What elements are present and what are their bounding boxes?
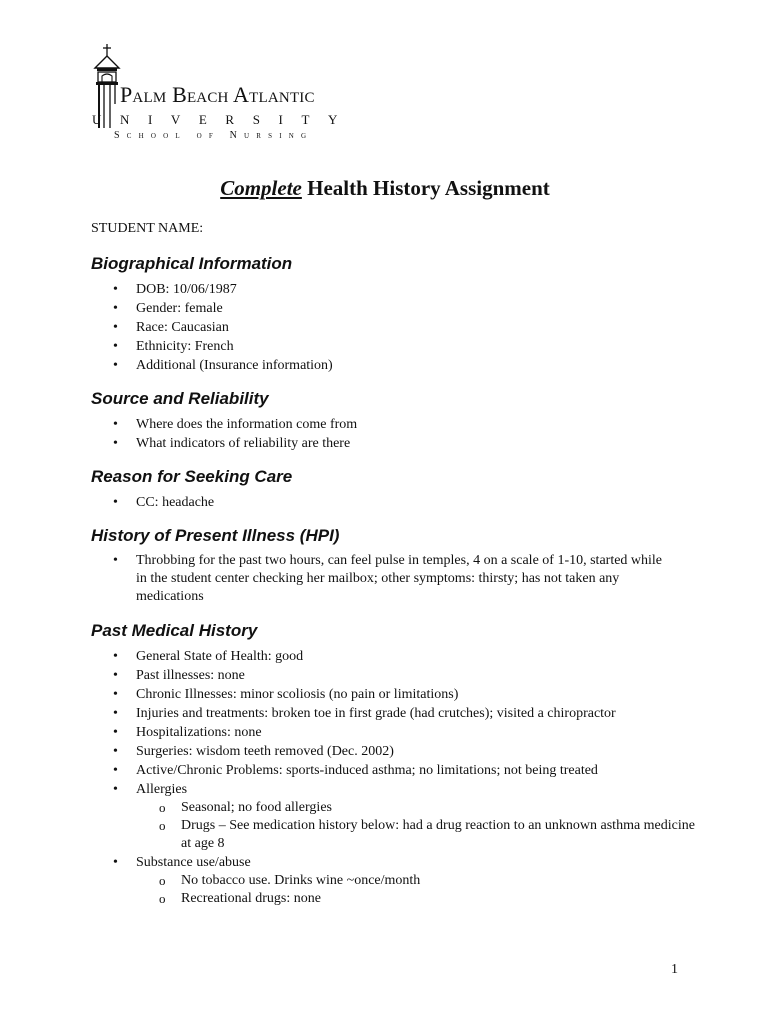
source-list	[0, 415, 676, 453]
list-item: • Past illnesses: none	[0, 666, 676, 685]
list-item: • Ethnicity: French	[0, 337, 676, 356]
hpi-list	[0, 552, 676, 606]
page-title	[0, 176, 770, 201]
pmh-list	[0, 647, 695, 908]
allergies-label: Allergies	[136, 782, 188, 797]
list-item: • Active/Chronic Problems: sports-induced asthma; no limitations; not being treated	[0, 761, 676, 780]
substance-sublist	[0, 872, 676, 908]
biographical-list	[0, 280, 676, 375]
list-item: • What indicators of reliability are there	[0, 434, 676, 453]
list-item: • CC: headache	[0, 493, 676, 512]
allergies-sublist	[0, 799, 695, 853]
list-item-allergies	[0, 780, 695, 853]
student-name-label: STUDENT NAME:	[91, 221, 204, 236]
sub-list-item: o Seasonal; no food allergies	[136, 799, 701, 817]
section-heading-biographical: Biographical Information	[91, 254, 293, 273]
page-number: 1	[671, 962, 678, 977]
list-item: • Throbbing for the past two hours, can feel pulse in temples, 4 on a scale of 1-10, started while in the student center checking her mailbox; other symptoms: thirsty; has not taken any medications	[0, 552, 676, 606]
list-item-substance	[0, 853, 676, 908]
list-item: • Additional (Insurance information)	[0, 356, 676, 375]
list-item: • General State of Health: good	[0, 647, 676, 666]
sub-list-item: o Recreational drugs: none	[136, 890, 701, 908]
list-item: • Injuries and treatments: broken toe in first grade (had crutches); visited a chiropractor	[0, 704, 676, 723]
section-heading-reason: Reason for Seeking Care	[91, 467, 293, 486]
list-item: • Hospitalizations: none	[0, 723, 676, 742]
list-item: • Surgeries: wisdom teeth removed (Dec. 2002)	[0, 742, 676, 761]
list-item: • Chronic Illnesses: minor scoliosis (no pain or limitations)	[0, 685, 676, 704]
title-rest: Health History Assignment	[301, 176, 550, 200]
list-item: • Gender: female	[0, 299, 676, 318]
reason-list	[0, 493, 676, 512]
title-emphasis: Complete	[220, 176, 302, 200]
section-heading-pmh: Past Medical History	[91, 621, 258, 640]
logo-school: School of Nursing	[114, 130, 314, 141]
logo-university: UNIVERSITY	[92, 112, 356, 127]
section-heading-source: Source and Reliability	[91, 389, 269, 408]
section-heading-hpi: History of Present Illness (HPI)	[91, 526, 340, 545]
list-item: • Where does the information come from	[0, 415, 676, 434]
logo-wordmark: Palm Beach Atlantic	[120, 82, 315, 107]
university-logo	[86, 44, 366, 154]
sub-list-item: o Drugs – See medication history below: had a drug reaction to an unknown asthma medicine at age 8	[136, 817, 701, 853]
substance-label: Substance use/abuse	[136, 855, 251, 870]
sub-list-item: o No tobacco use. Drinks wine ~once/month	[136, 872, 701, 890]
list-item: • Race: Caucasian	[0, 318, 676, 337]
list-item: • DOB: 10/06/1987	[0, 280, 676, 299]
